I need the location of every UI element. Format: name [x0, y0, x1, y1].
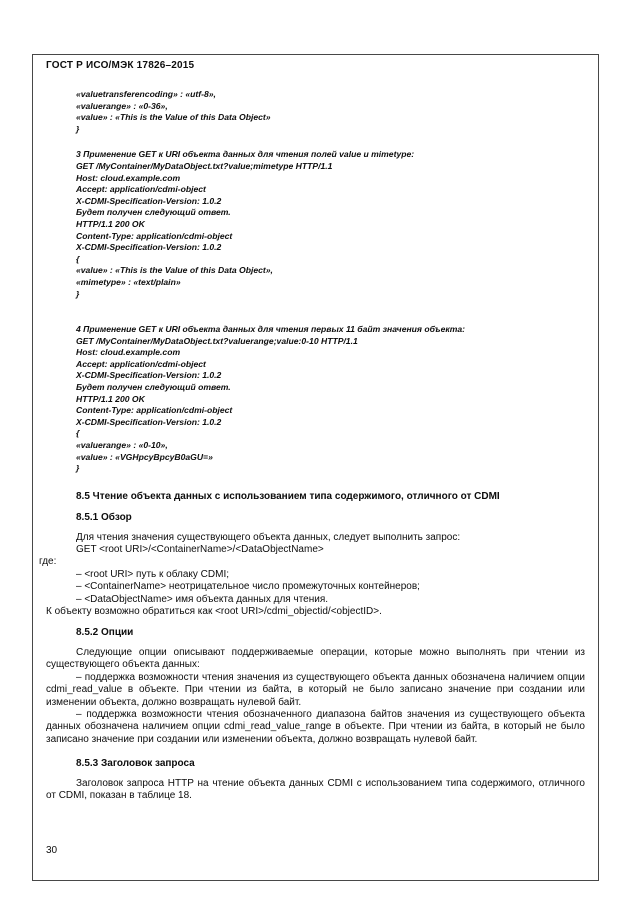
- code-line: «valuerange» : «0-10»,: [76, 440, 168, 451]
- code-line: Будет получен следующий ответ.: [76, 207, 231, 218]
- paragraph: Для чтения значения существующего объекта данных, следует выполнить запрос:: [76, 531, 461, 543]
- paragraph: Заголовок запроса HTTP на чтение объекта данных CDMI с использованием типа содержимого, отличного от CDMI, показан в таблице 18.: [46, 777, 585, 801]
- code-line: }: [76, 463, 80, 474]
- code-line: X-CDMI-Specification-Version: 1.0.2: [76, 416, 222, 427]
- code-line: {: [76, 253, 80, 264]
- page-number: 30: [46, 845, 58, 856]
- code-line: {: [76, 428, 80, 439]
- code-line: Accept: application/cdmi-object: [76, 184, 206, 195]
- code-line: «value» : «VGHpcyBpcyB0aGU=»: [76, 451, 213, 462]
- code-line: GET /MyContainer/MyDataObject.txt?valuerange;value:0-10 HTTP/1.1: [76, 335, 358, 346]
- code-line: HTTP/1.1 200 OK: [76, 218, 145, 229]
- example-caption: 3 Применение GET к URI объекта данных для чтения полей value и mimetype:: [76, 149, 415, 160]
- code-line: }: [76, 288, 80, 299]
- code-line: «valuerange» : «0-36»,: [76, 100, 168, 111]
- where-label: где:: [39, 556, 57, 568]
- code-line: }: [76, 123, 80, 134]
- code-line: «valuetransferencoding» : «utf-8»,: [76, 89, 216, 99]
- code-line: X-CDMI-Specification-Version: 1.0.2: [76, 195, 222, 206]
- code-line: HTTP/1.1 200 OK: [76, 393, 145, 404]
- section-heading-8-5-3: 8.5.3 Заголовок запроса: [76, 758, 195, 770]
- code-line: Будет получен следующий ответ.: [76, 382, 231, 393]
- example-3-block: [76, 149, 585, 300]
- paragraph: К объекту возможно обратиться как <root URI>/cdmi_objectid/<objectID>.: [46, 606, 382, 618]
- doc-header: ГОСТ Р ИСО/МЭК 17826–2015: [46, 60, 195, 71]
- code-line: Content-Type: application/cdmi-object: [76, 230, 233, 241]
- code-line: «mimetype» : «text/plain»: [76, 276, 181, 287]
- code-line: X-CDMI-Specification-Version: 1.0.2: [76, 370, 222, 381]
- code-line: «value» : «This is the Value of this Data Object»: [76, 112, 271, 123]
- list-item: – <DataObjectName> имя объекта данных для чтения.: [76, 593, 329, 605]
- list-item: – поддержка возможности чтения значения из существующего объекта данных обозначена наличием опции cdmi_read_value в объекте. При чтении из байта, в который не было записано значение при создании или изменении объекта, должно возвращать нулевой байт.: [46, 671, 585, 708]
- section-heading-8-5-2: 8.5.2 Опции: [76, 627, 134, 639]
- code-line: Content-Type: application/cdmi-object: [76, 405, 233, 416]
- code-line: Host: cloud.example.com: [76, 172, 181, 183]
- code-line: Host: cloud.example.com: [76, 347, 181, 358]
- json-fragment-block: [76, 89, 585, 135]
- request-syntax-line: GET <root URI>/<ContainerName>/<DataObjectName>: [76, 544, 324, 556]
- example-4-block: [76, 324, 585, 475]
- code-line: «value» : «This is the Value of this Data Object»,: [76, 265, 273, 276]
- page-frame: [32, 54, 599, 881]
- list-item: – <root URI> путь к облаку CDMI;: [76, 568, 229, 580]
- code-line: X-CDMI-Specification-Version: 1.0.2: [76, 242, 222, 253]
- section-heading-8-5: 8.5 Чтение объекта данных с использованием типа содержимого, отличного от CDMI: [76, 490, 500, 502]
- section-heading-8-5-1: 8.5.1 Обзор: [76, 512, 132, 524]
- example-caption: 4 Применение GET к URI объекта данных для чтения первых 11 байт значения объекта:: [76, 324, 465, 335]
- code-line: Accept: application/cdmi-object: [76, 358, 206, 369]
- list-item: – поддержка возможности чтения обозначенного диапазона байтов значения из существующего объекта данных обозначена наличием опции cdmi_read_value_range в объекте. При чтении из байта, в который не было записано значение при создании или изменении объекта, должно возвращать нулевой байт.: [46, 708, 585, 745]
- paragraph: Следующие опции описывают поддерживаемые операции, которые можно выполнять при чтении из существующего объекта данных:: [46, 646, 585, 671]
- code-line: GET /MyContainer/MyDataObject.txt?value;mimetype HTTP/1.1: [76, 160, 333, 171]
- list-item: – <ContainerName> неотрицательное число промежуточных контейнеров;: [76, 581, 420, 593]
